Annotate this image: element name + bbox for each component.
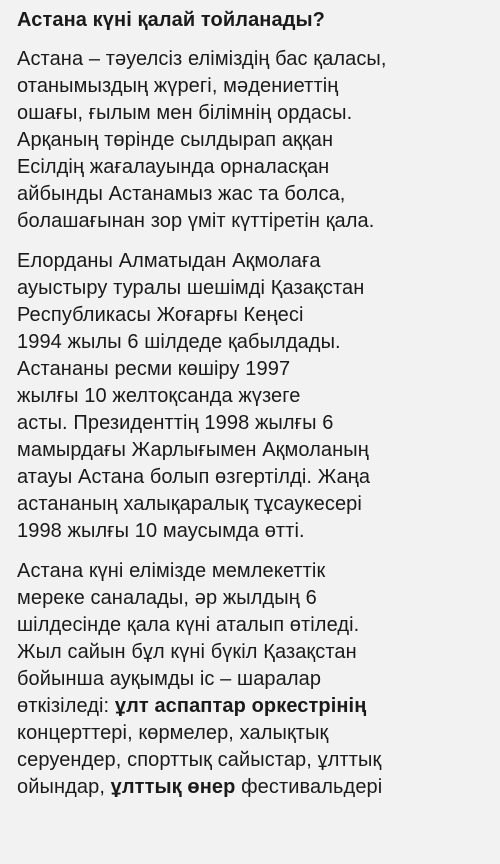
text-line: Республикасы Жоғарғы Кеңесі <box>17 304 304 326</box>
text-fragment: өткізіледі: <box>17 695 115 717</box>
paragraph-3 <box>17 558 492 801</box>
text-line: мамырдағы Жарлығымен Ақмоланың <box>17 439 369 461</box>
text-line: болашағынан зор үміт күттіретін қала. <box>17 210 375 232</box>
text-line: Есілдің жағалауында орналасқан <box>17 156 330 178</box>
text-line: Астана – тәуелсіз еліміздің бас қаласы, <box>17 48 387 70</box>
paragraph-1 <box>17 46 492 235</box>
text-line: Елорданы Алматыдан Ақмолаға <box>17 250 321 272</box>
text-line: ауыстыру туралы шешімді Қазақстан <box>17 277 365 299</box>
text-line: отанымыздың жүрегі, мәдениеттің <box>17 75 339 97</box>
text-line: 1994 жылы 6 шілдеде қабылдады. <box>17 331 341 353</box>
text-line: астананың халықаралық тұсаукесері <box>17 493 362 515</box>
text-line: 1998 жылғы 10 маусымда өтті. <box>17 520 305 542</box>
text-line: ошағы, ғылым мен білімнің ордасы. <box>17 102 353 124</box>
text-line: айбынды Астанамыз жас та болса, <box>17 183 346 205</box>
text-fragment: ойындар, <box>17 776 111 798</box>
text-line: серуендер, спорттық сайыстар, ұлттық <box>17 749 382 771</box>
text-fragment: фестивальдері <box>235 776 383 798</box>
text-line: бойынша ауқымды іс – шаралар <box>17 668 322 690</box>
text-line: концерттері, көрмелер, халықтық <box>17 722 329 744</box>
text-line: жылғы 10 желтоқсанда жүзеге <box>17 385 301 407</box>
paragraph-2 <box>17 248 492 545</box>
text-line: шілдесінде қала күні аталып өтіледі. <box>17 614 360 636</box>
text-line: мереке саналады, әр жылдың 6 <box>17 587 317 609</box>
text-line: Астананы ресми көшіру 1997 <box>17 358 291 380</box>
bold-phrase: ұлттық өнер <box>110 776 236 798</box>
text-line: Арқаның төрінде сылдырап аққан <box>17 129 334 151</box>
article-title: Астана күні қалай тойланады? <box>17 9 325 31</box>
text-line <box>17 774 492 801</box>
text-line: асты. Президенттің 1998 жылғы 6 <box>17 412 334 434</box>
text-line <box>17 693 492 720</box>
text-line: Жыл сайын бұл күні бүкіл Қазақстан <box>17 641 357 663</box>
text-line: атауы Астана болып өзгертілді. Жаңа <box>17 466 371 488</box>
text-line: Астана күні елімізде мемлекеттік <box>17 560 326 582</box>
bold-phrase: ұлт аспаптар оркестрінің <box>114 695 367 717</box>
